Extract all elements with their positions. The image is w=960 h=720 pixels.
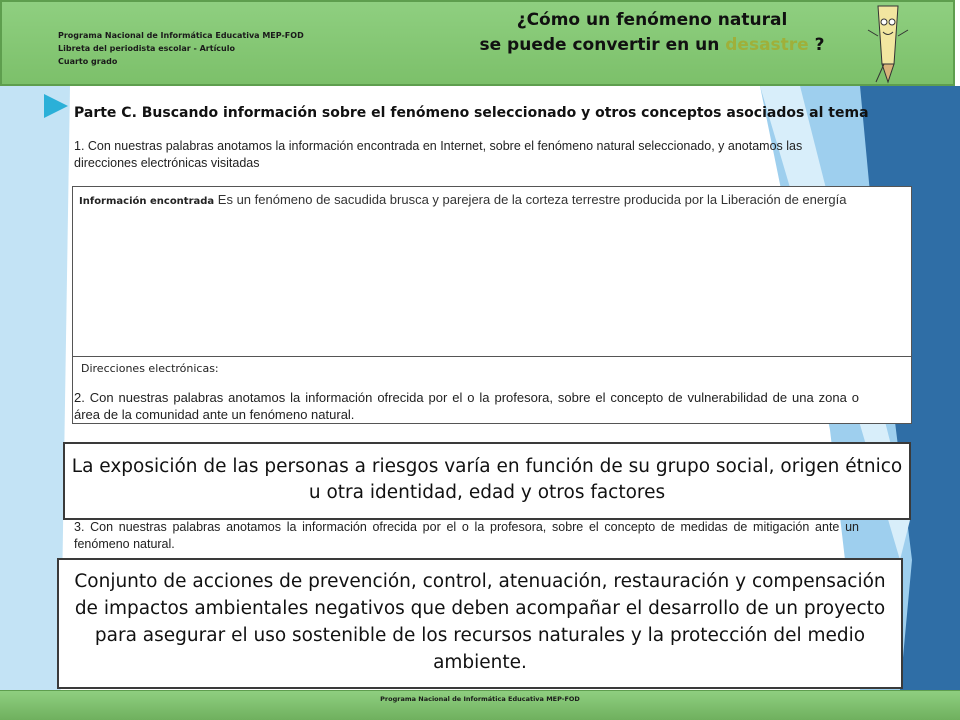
section-title: Parte C. Buscando información sobre el fenómeno seleccionado y otros conceptos asociados al tema (74, 105, 869, 121)
title-line-2 (442, 33, 862, 58)
title-line-2-prefix: se puede convertir en un (479, 35, 726, 55)
addresses-label: Direcciones electrónicas: (81, 362, 219, 375)
header-banner (0, 0, 955, 86)
found-info-text: Es un fenómeno de sacudida brusca y parejera de la corteza terrestre producida por la Liberación de energía (214, 192, 847, 207)
program-line: Programa Nacional de Informática Educativa MEP-FOD (58, 31, 304, 40)
instruction-3: 3. Con nuestras palabras anotamos la información ofrecida por el o la profesora, sobre el concepto de medidas de mitigación ante un fenómeno natural. (74, 520, 859, 551)
title-line-2-suffix: ? (808, 35, 825, 55)
notebook-line: Libreta del periodista escolar - Artículo (58, 44, 235, 53)
title-accent-word: desastre (725, 35, 809, 55)
footer-bar (0, 690, 960, 720)
page-title (442, 8, 862, 58)
vulnerability-answer-box[interactable]: La exposición de las personas a riesgos varía en función de su grupo social, origen étnico u otra identidad, edad y otros factores (63, 442, 911, 520)
found-info-label: Información encontrada (79, 196, 215, 207)
instruction-1: 1. Con nuestras palabras anotamos la información encontrada en Internet, sobre el fenómeno natural seleccionado, y anotamos las direcciones electrónicas visitadas (74, 139, 803, 170)
footer-text: Programa Nacional de Informática Educativa MEP-FOD (380, 695, 580, 703)
title-line-1: ¿Cómo un fenómeno natural (516, 10, 788, 30)
grade-line: Cuarto grado (58, 57, 118, 66)
mitigation-answer-box[interactable]: Conjunto de acciones de prevención, control, atenuación, restauración y compensación de impactos ambientales negativos que deben acompañar el desarrollo de un proyecto para asegurar el uso sostenible de los recursos naturales y la protección del medio ambiente. (57, 558, 903, 689)
pencil-mascot-icon (864, 2, 914, 86)
instruction-2: 2. Con nuestras palabras anotamos la información ofrecida por el o la profesora, sobre el concepto de vulnerabilidad de una zona o área de la comunidad ante un fenómeno natural. (74, 390, 859, 422)
header-info (58, 29, 304, 68)
found-info-cell[interactable] (73, 187, 911, 357)
